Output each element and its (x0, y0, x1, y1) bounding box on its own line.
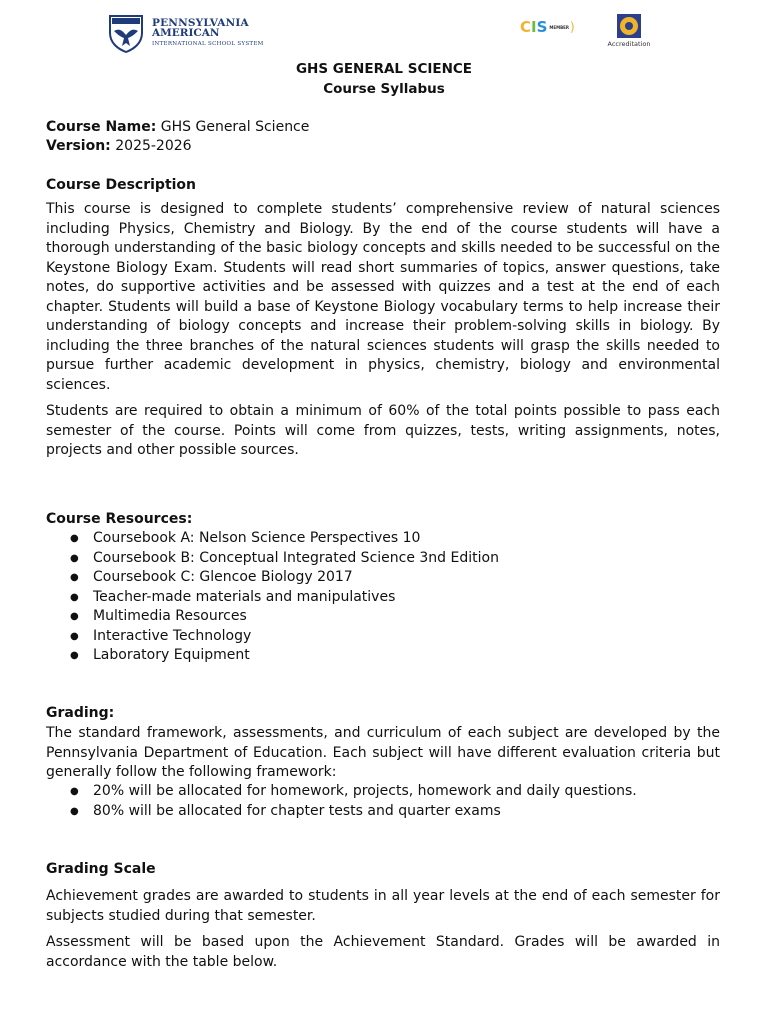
version-line (46, 137, 720, 157)
list-item: ● 80% will be allocated for chapter tests and quarter exams (46, 802, 637, 822)
logo-line-1: PENNSYLVANIA (152, 16, 249, 29)
cis-letter-s: S (536, 18, 548, 36)
school-logo (106, 13, 264, 53)
version-label: Version: (46, 138, 111, 154)
cis-member-label: MEMBER (549, 24, 569, 30)
cis-letter-c: C (520, 18, 532, 36)
accreditation-label: Accreditation (607, 40, 651, 48)
accreditation-logo (604, 13, 654, 48)
cis-letter-i: I (531, 18, 537, 36)
cis-member-logo (520, 18, 575, 36)
list-item: ● Coursebook A: Nelson Science Perspectives 10 (46, 529, 499, 549)
list-item: ● Coursebook C: Glencoe Biology 2017 (46, 568, 499, 588)
list-item: ● 20% will be allocated for homework, projects, homework and daily questions. (46, 782, 637, 802)
course-description-paragraph-1: This course is designed to complete students’ comprehensive review of natural sciences including Physics, Chemistry and Biology. By the end of the course students will have a thorough understanding of the basic biology concepts and skills needed to be successful on the Keystone Biology Exam. Students will read short summaries of topics, answer questions, take notes, do supportive activities and be assessed with quizzes and a test at the end of each chapter. Students will build a base of Keystone Biology vocabulary terms to help increase their understanding of biology concepts and increase their problem-solving skills in biology. By including the three branches of the natural sciences students will grasp the skills needed to pursue further academic development in physics, chemistry, biology and environmental sciences. (46, 201, 720, 393)
document-title: GHS GENERAL SCIENCE (295, 61, 473, 77)
grading-scale-heading: Grading Scale (46, 861, 156, 877)
course-name-value: GHS General Science (160, 119, 310, 135)
grading-scale-paragraph-2: Assessment will be based upon the Achievement Standard. Grades will be awarded in accordance with the table below. (46, 934, 720, 970)
grading-paragraph: The standard framework, assessments, and curriculum of each subject are developed by the Pennsylvania Department of Education. Each subject will have different evaluation criteria but generally follow the following framework: (46, 725, 720, 780)
course-resources-list (46, 529, 499, 666)
list-item: ● Multimedia Resources (46, 607, 499, 627)
list-item: ● Teacher-made materials and manipulatives (46, 588, 499, 608)
course-resources-heading: Course Resources: (46, 511, 193, 527)
cis-arc-icon: ) (569, 20, 575, 34)
list-item: ● Laboratory Equipment (46, 646, 499, 666)
logo-line-3: INTERNATIONAL SCHOOL SYSTEM (152, 40, 264, 47)
eagle-shield-icon (106, 13, 146, 53)
list-item: ● Coursebook B: Conceptual Integrated Science 3nd Edition (46, 549, 499, 569)
course-name-label: Course Name: (46, 119, 157, 135)
list-item: ● Interactive Technology (46, 627, 499, 647)
course-description-paragraph-2: Students are required to obtain a minimum of 60% of the total points possible to pass each semester of the course. Points will come from quizzes, tests, writing assignments, notes, projects and other possible sources. (46, 403, 720, 458)
logo-line-2: AMERICAN (152, 26, 220, 39)
grading-list (46, 782, 637, 821)
accreditation-badge-icon (616, 13, 642, 39)
grading-heading: Grading: (46, 705, 115, 721)
document-subtitle: Course Syllabus (323, 81, 445, 97)
grading-scale-paragraph-1: Achievement grades are awarded to students in all year levels at the end of each semester for subjects studied during that semester. (46, 888, 720, 924)
version-value: 2025-2026 (115, 138, 192, 154)
course-description-heading: Course Description (46, 177, 197, 193)
course-name-line (46, 118, 720, 138)
